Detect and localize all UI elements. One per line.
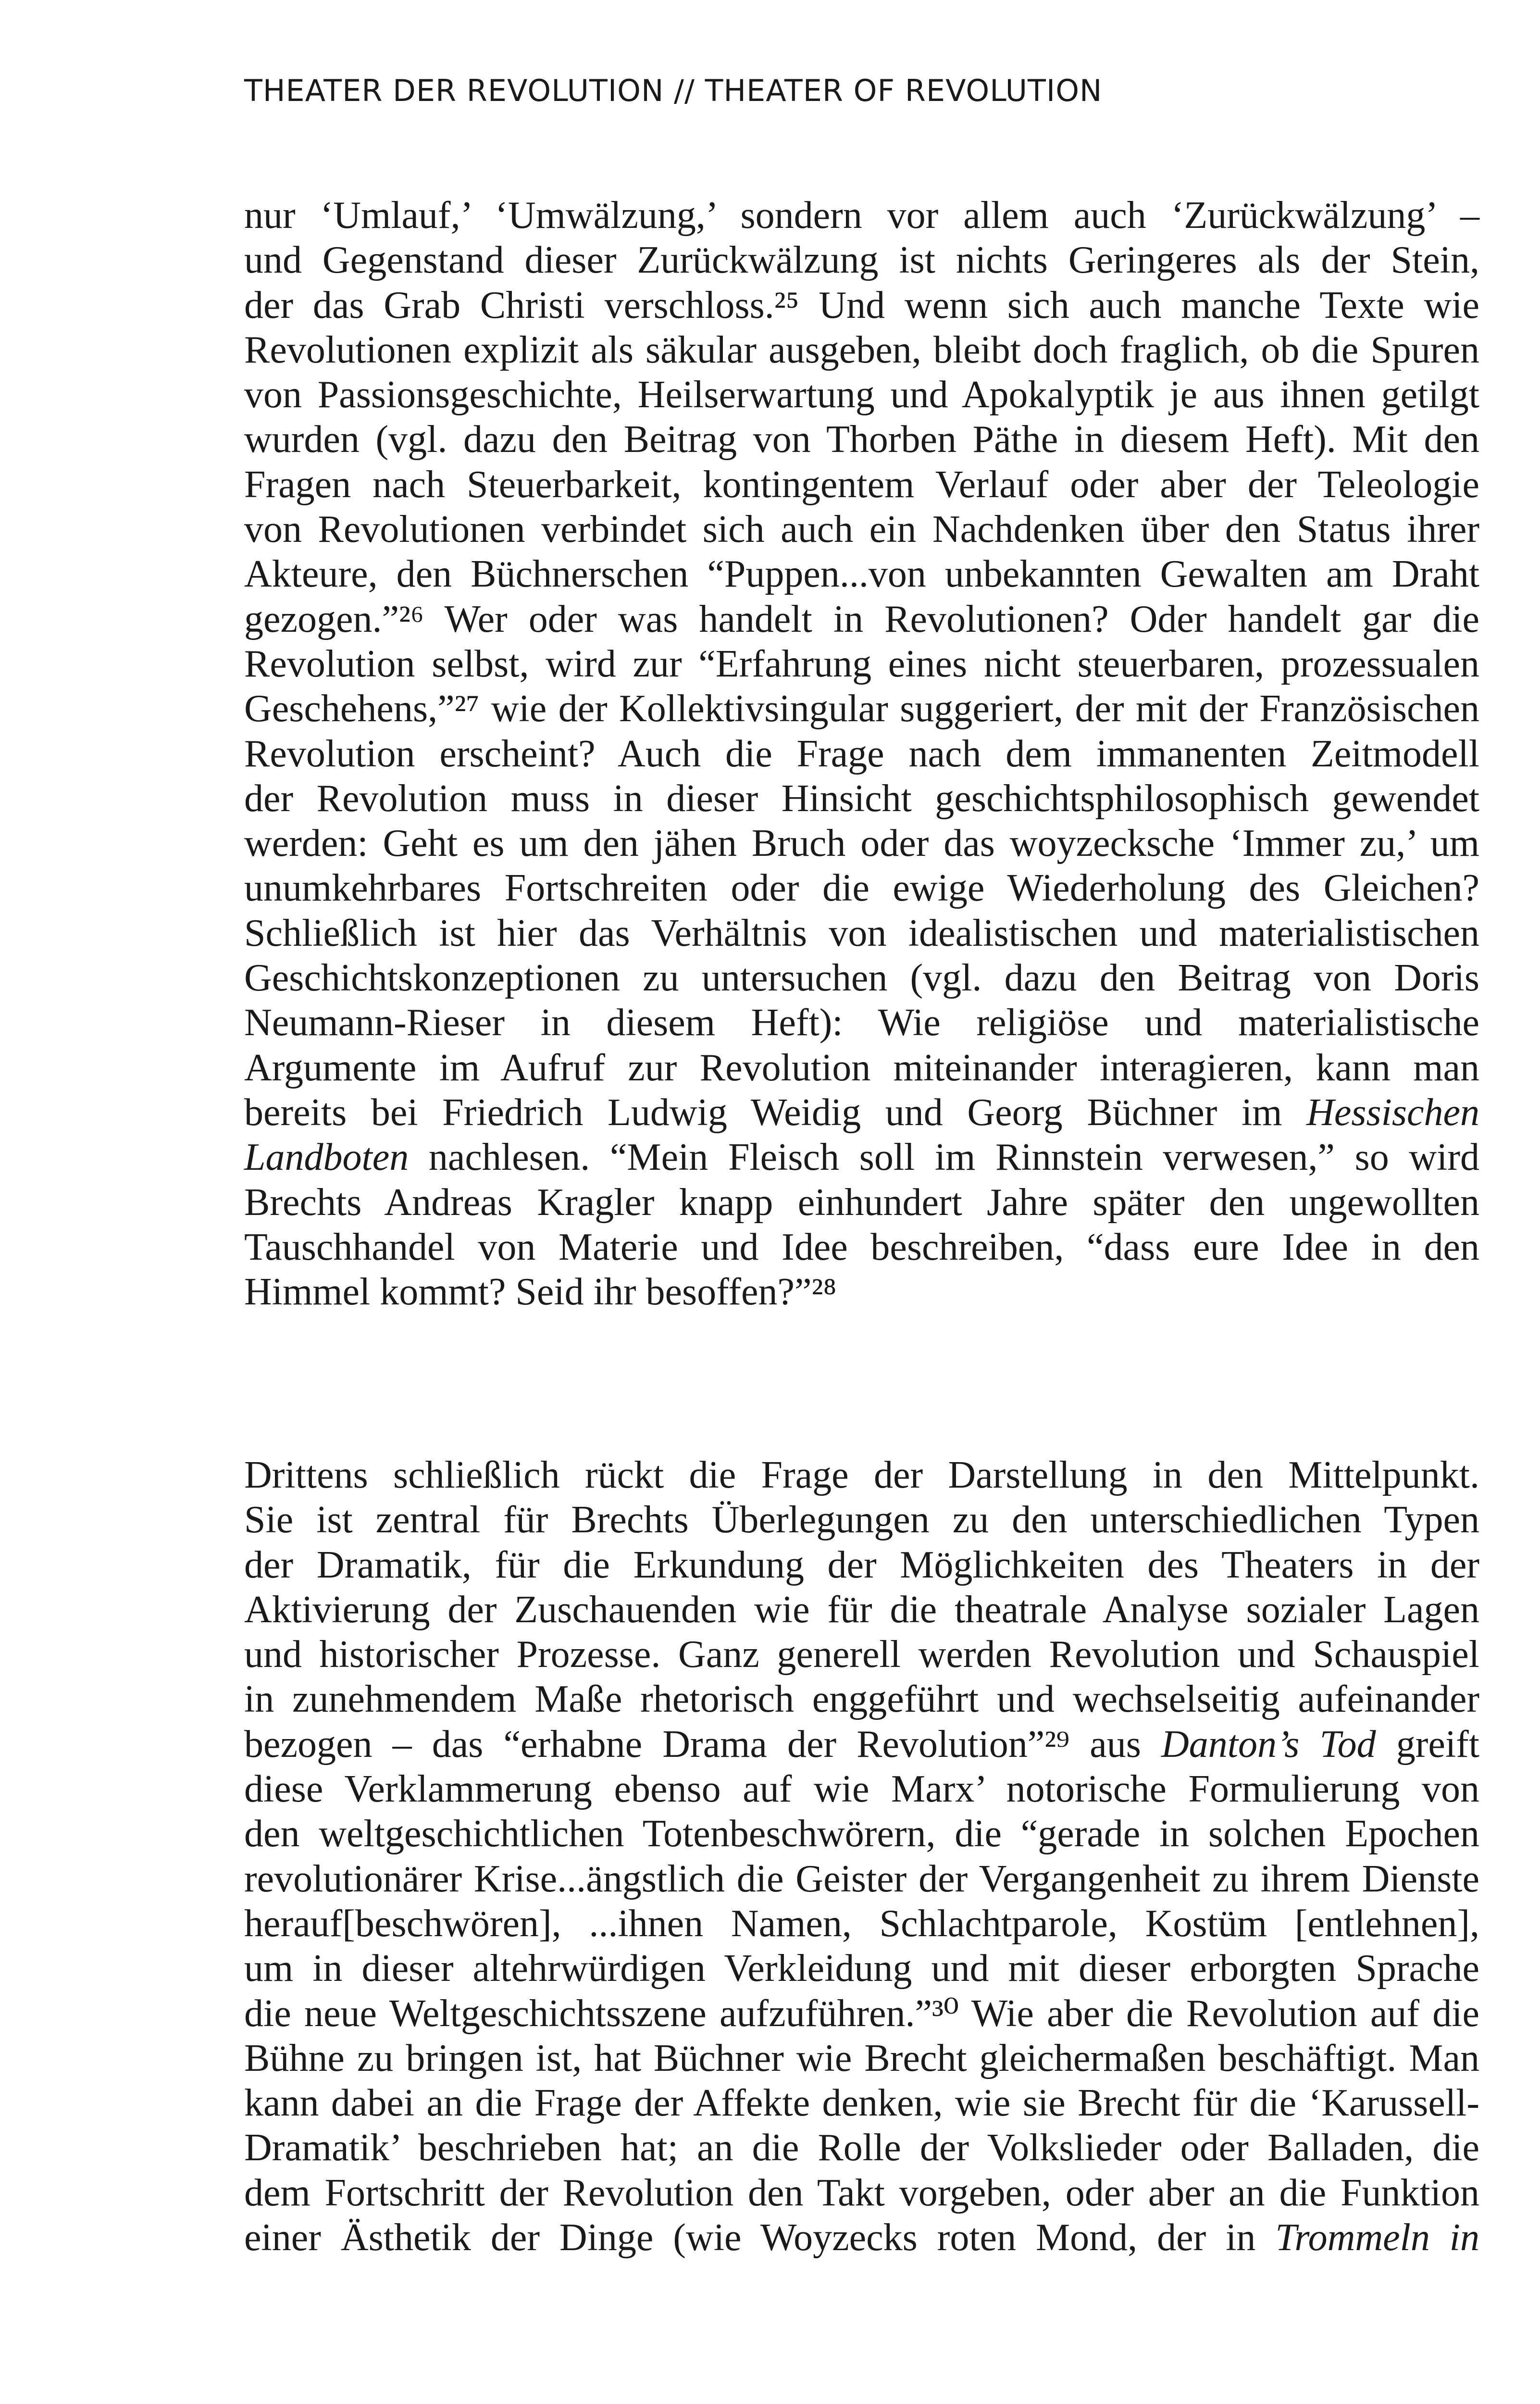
text-line: Bühne zu bringen ist, hat Büchner wie Brecht gleichermaßen beschäftigt. Man <box>244 2037 1479 2079</box>
body-paragraph-1 <box>244 193 1479 1315</box>
text-line: die neue Weltgeschichtsszene aufzuführen.”³⁰ Wie aber die Revolution auf die <box>244 1992 1479 2035</box>
text-line: Argumente im Aufruf zur Revolution miteinander interagieren, kann man <box>244 1046 1479 1089</box>
text-line: Himmel kommt? Seid ihr besoffen?”²⁸ <box>244 1271 837 1314</box>
text-line: bereits bei Friedrich Ludwig Weidig und Georg Büchner im Hessischen <box>244 1091 1479 1134</box>
text-line: Dramatik’ beschrieben hat; an die Rolle der Volkslieder oder Balladen, die <box>244 2127 1479 2169</box>
book-title-dantons-tod: Danton’s Tod <box>1161 1723 1376 1765</box>
book-title-trommeln: Trommeln in <box>1275 2216 1480 2259</box>
text-line: werden: Geht es um den jähen Bruch oder das woyzecksche ‘Immer zu,’ um <box>244 822 1479 865</box>
text-line: gezogen.”²⁶ Wer oder was handelt in Revolutionen? Oder handelt gar die <box>244 598 1479 640</box>
text-line: Akteure, den Büchnerschen “Puppen...von unbekannten Gewalten am Draht <box>244 553 1479 596</box>
text-line: einer Ästhetik der Dinge (wie Woyzecks roten Mond, der in Trommeln in <box>244 2216 1480 2259</box>
running-head-english: THEATER OF REVOLUTION <box>705 73 1103 108</box>
running-head-german: THEATER DER REVOLUTION // <box>244 73 695 108</box>
text-line: in zunehmendem Maße rhetorisch enggeführt und wechselseitig aufeinander <box>244 1678 1479 1721</box>
text-line: von Passionsgeschichte, Heilserwartung und Apokalyptik je aus ihnen getilgt <box>244 374 1479 416</box>
text-line: kann dabei an die Frage der Affekte denken, wie sie Brecht für die ‘Karussell- <box>244 2082 1479 2125</box>
text-line: Geschehens,”²⁷ wie der Kollektivsingular suggeriert, der mit der Französischen <box>244 688 1479 730</box>
text-line: Revolution selbst, wird zur “Erfahrung eines nicht steuerbaren, prozessualen <box>244 642 1479 685</box>
text-line: dem Fortschritt der Revolution den Takt vorgeben, oder aber an die Funktion <box>244 2171 1479 2214</box>
book-title-landboten: Landboten <box>244 1136 409 1179</box>
text-line: Landboten nachlesen. “Mein Fleisch soll im Rinnstein verwesen,” so wird <box>244 1136 1480 1179</box>
text-line: revolutionärer Krise...ängstlich die Geister der Vergangenheit zu ihrem Dienste <box>244 1857 1479 1900</box>
text-line: unumkehrbares Fortschreiten oder die ewige Wiederholung des Gleichen? <box>244 867 1479 910</box>
text-line: Aktivierung der Zuschauenden wie für die theatrale Analyse sozialer Lagen <box>244 1588 1479 1631</box>
text-line: bezogen – das “erhabne Drama der Revolution”²⁹ aus Danton’s Tod greift <box>244 1723 1479 1765</box>
text-line: Sie ist zentral für Brechts Überlegungen zu den unterschiedlichen Typen <box>244 1499 1479 1541</box>
text-line: den weltgeschichtlichen Totenbeschwörern, die “gerade in solchen Epochen <box>244 1813 1479 1855</box>
text-line: Brechts Andreas Kragler knapp einhundert Jahre später den ungewollten <box>244 1181 1479 1224</box>
text-line: der Dramatik, für die Erkundung der Möglichkeiten des Theaters in der <box>244 1543 1479 1586</box>
text-line: der das Grab Christi verschloss.²⁵ Und wenn sich auch manche Texte wie <box>244 284 1479 326</box>
text-line: Drittens schließlich rückt die Frage der Darstellung in den Mittelpunkt. <box>244 1454 1479 1496</box>
running-head <box>244 73 1103 108</box>
text-line: von Revolutionen verbindet sich auch ein Nachdenken über den Status ihrer <box>244 508 1479 551</box>
text-line: Neumann-Rieser in diesem Heft): Wie religiöse und materialistische <box>244 1002 1479 1044</box>
text-line: Revolution erscheint? Auch die Frage nach dem immanenten Zeitmodell <box>244 732 1479 775</box>
book-title-hessischen: Hessischen <box>1306 1091 1479 1134</box>
text-line: wurden (vgl. dazu den Beitrag von Thorben Päthe in diesem Heft). Mit den <box>244 418 1479 461</box>
text-line: und historischer Prozesse. Ganz generell werden Revolution und Schauspiel <box>244 1633 1479 1676</box>
text-line: um in dieser altehrwürdigen Verkleidung und mit dieser erborgten Sprache <box>244 1947 1479 1990</box>
text-line: herauf[beschwören], ...ihnen Namen, Schlachtparole, Kostüm [entlehnen], <box>244 1902 1479 1945</box>
text-line: diese Verklammerung ebenso auf wie Marx’ notorische Formulierung von <box>244 1768 1479 1811</box>
text-line: Tauschhandel von Materie und Idee beschreiben, “dass eure Idee in den <box>244 1226 1479 1268</box>
text-line: Geschichtskonzeptionen zu untersuchen (vgl. dazu den Beitrag von Doris <box>244 957 1479 1000</box>
text-line: der Revolution muss in dieser Hinsicht geschichtsphilosophisch gewendet <box>244 777 1479 820</box>
text-line: Fragen nach Steuerbarkeit, kontingentem Verlauf oder aber der Teleologie <box>244 463 1479 506</box>
text-line: und Gegenstand dieser Zurückwälzung ist nichts Geringeres als der Stein, <box>244 239 1479 282</box>
text-line: nur ‘Umlauf,’ ‘Umwälzung,’ sondern vor allem auch ‘Zurückwälzung’ – <box>244 194 1479 237</box>
text-line: Revolutionen explizit als säkular ausgeben, bleibt doch fraglich, ob die Spuren <box>244 328 1479 371</box>
body-paragraph-2 <box>244 1453 1479 2260</box>
text-line: Schließlich ist hier das Verhältnis von idealistischen und materialistischen <box>244 912 1479 954</box>
